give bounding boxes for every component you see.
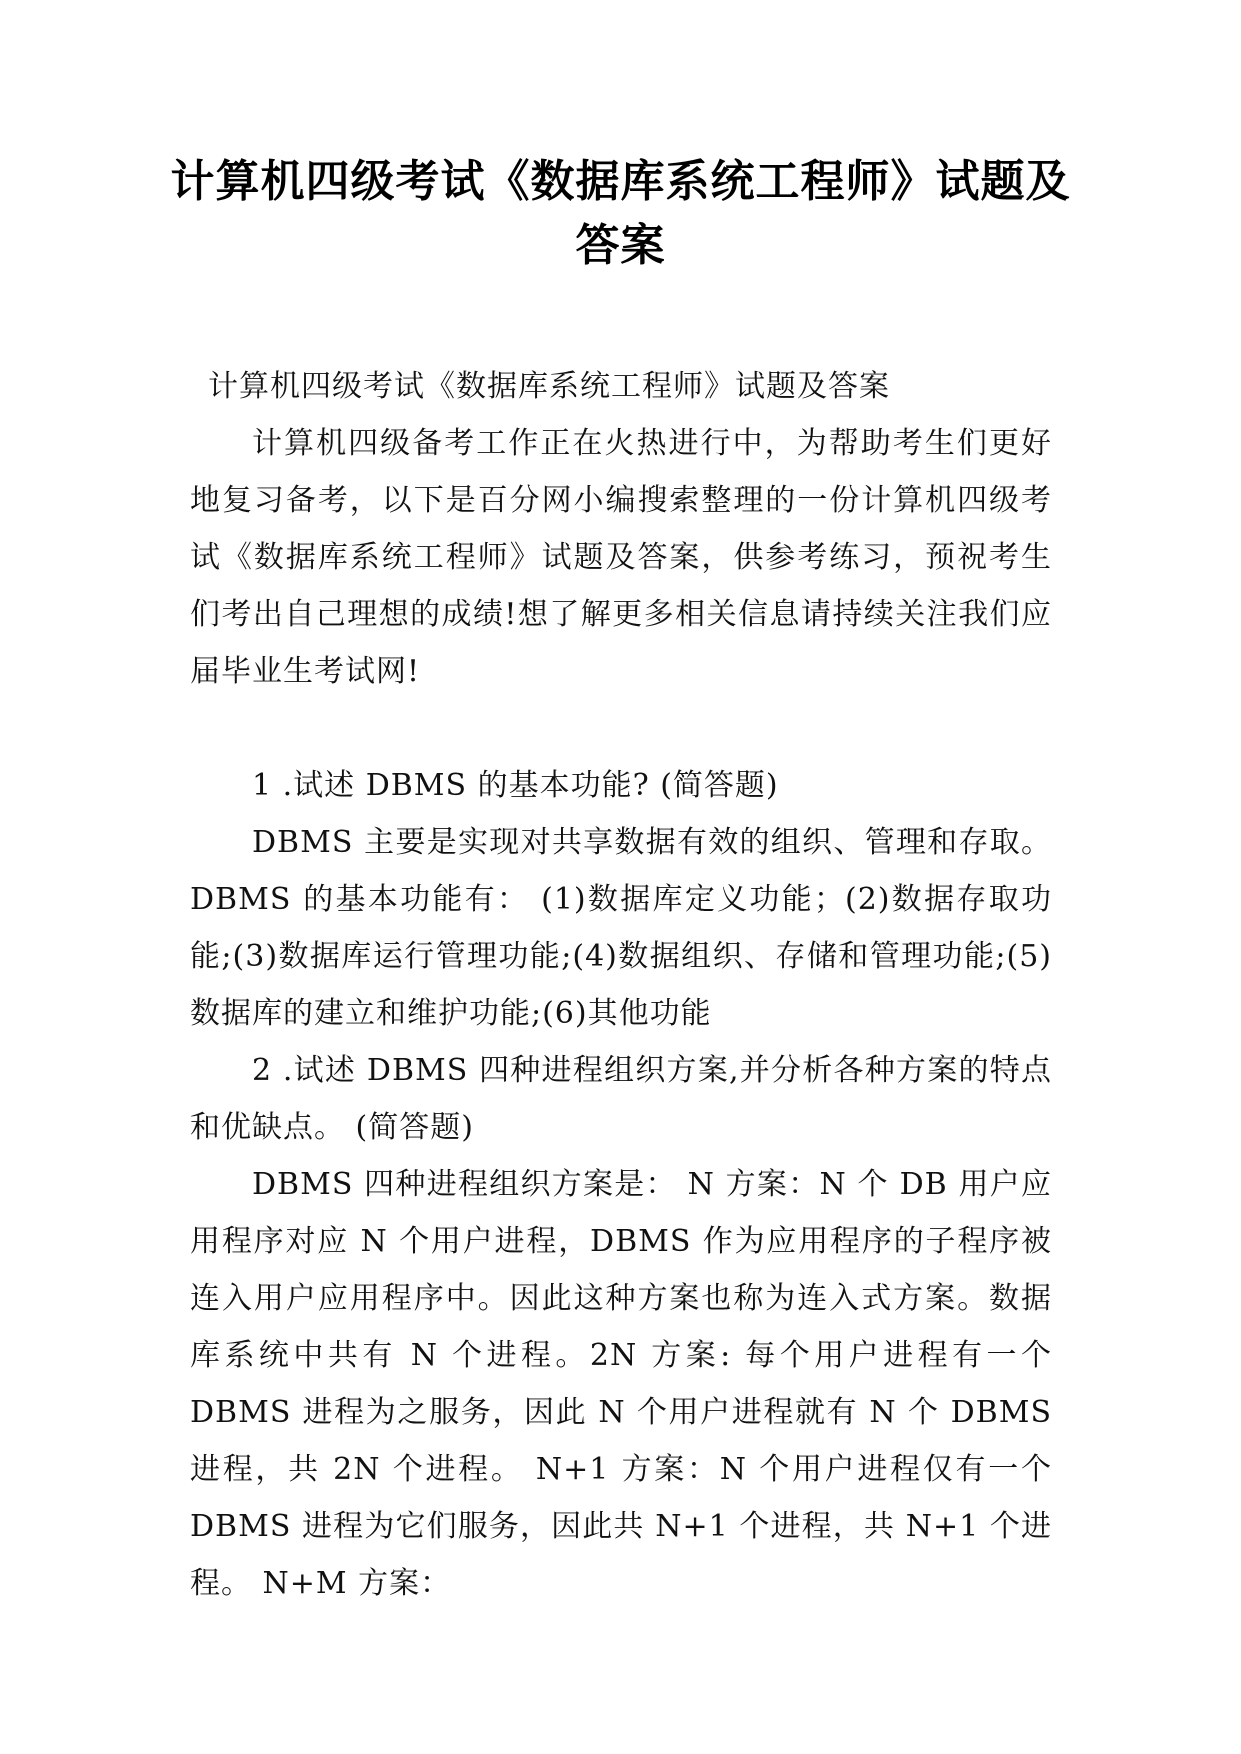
document-body <box>190 358 1052 1612</box>
intro-paragraph: 计算机四级备考工作正在火热进行中，为帮助考生们更好地复习备考，以下是百分网小编搜索整理的一份计算机四级考试《数据库系统工程师》试题及答案，供参考练习，预祝考生们考出自己理想的成绩!想了解更多相关信息请持续关注我们应届毕业生考试网! <box>190 426 1052 689</box>
question-2: 2 .试述 DBMS 四种进程组织方案,并分析各种方案的特点和优缺点。 (简答题) <box>190 1053 1052 1145</box>
document-subtitle: 计算机四级考试《数据库系统工程师》试题及答案 <box>208 369 890 404</box>
question-1: 1 .试述 DBMS 的基本功能? (简答题) <box>252 768 779 803</box>
document-title: 计算机四级考试《数据库系统工程师》试题及答案 <box>170 156 1071 271</box>
answer-1: DBMS 主要是实现对共享数据有效的组织、管理和存取。DBMS 的基本功能有： (1)数据库定义功能；(2)数据存取功能;(3)数据库运行管理功能;(4)数据组织、存储和管理功能;(5)数据库的建立和维护功能;(6)其他功能 <box>190 825 1052 1031</box>
answer-2: DBMS 四种进程组织方案是： N 方案：N 个 DB 用户应用程序对应 N 个用户进程，DBMS 作为应用程序的子程序被 连入用户应用程序中。因此这种方案也称为连入式方案。数据库系统中共有 N 个进程。2N 方案: 每个用户进程有一个 DBMS 进程为之服务，因此 N 个用户进程就有 N 个 DBMS 进程，共 2N 个进程。 N+1 方案：N 个用户进程仅有一个 DBMS 进程为它们服务，因此共 N+1 个进程，共 N+1 个进程。 N+M 方案： <box>190 1167 1052 1601</box>
